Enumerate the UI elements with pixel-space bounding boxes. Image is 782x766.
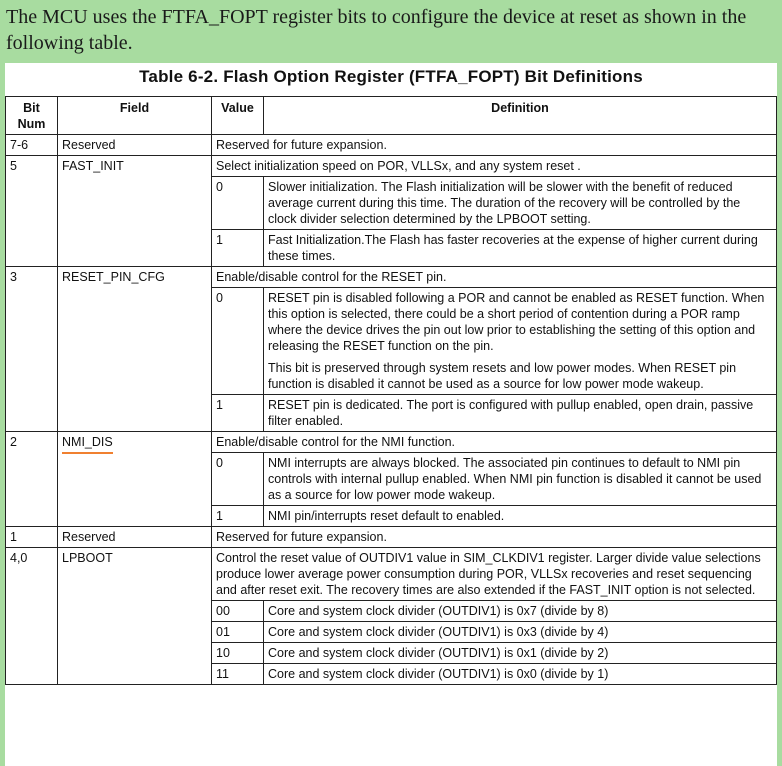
table-row xyxy=(6,135,777,156)
value-cell: 0 xyxy=(212,177,264,230)
value-cell: 0 xyxy=(212,288,264,395)
definition-cell: Core and system clock divider (OUTDIV1) is 0x7 (divide by 8) xyxy=(264,601,777,622)
table-row xyxy=(6,267,777,288)
value-cell: 0 xyxy=(212,453,264,506)
field-cell: RESET_PIN_CFG xyxy=(58,267,212,432)
field-cell: FAST_INIT xyxy=(58,156,212,267)
value-cell: 11 xyxy=(212,664,264,685)
value-cell: 01 xyxy=(212,622,264,643)
value-cell: 1 xyxy=(212,506,264,527)
nmi-dis-label: NMI_DIS xyxy=(62,434,113,454)
definition-cell: Enable/disable control for the RESET pin. xyxy=(212,267,777,288)
definition-cell: Control the reset value of OUTDIV1 value in SIM_CLKDIV1 register. Larger divide value selections produce lower average power consumption during POR, VLLSx recoveries and reset sequencing and after reset exit. The recovery times are also extended if the FAST_INIT option is not selected. xyxy=(212,548,777,601)
definition-cell: Select initialization speed on POR, VLLSx, and any system reset . xyxy=(212,156,777,177)
bit-cell: 5 xyxy=(6,156,58,267)
value-cell: 1 xyxy=(212,395,264,432)
definition-cell: NMI pin/interrupts reset default to enabled. xyxy=(264,506,777,527)
header-value: Value xyxy=(212,97,264,135)
definition-cell: Reserved for future expansion. xyxy=(212,135,777,156)
header-field: Field xyxy=(58,97,212,135)
field-cell xyxy=(58,432,212,527)
value-cell: 10 xyxy=(212,643,264,664)
bit-cell: 1 xyxy=(6,527,58,548)
table-row xyxy=(6,432,777,453)
bit-definitions-table xyxy=(5,96,777,685)
definition-cell: Core and system clock divider (OUTDIV1) is 0x1 (divide by 2) xyxy=(264,643,777,664)
definition-cell: RESET pin is dedicated. The port is configured with pullup enabled, open drain, passive filter enabled. xyxy=(264,395,777,432)
value-cell: 00 xyxy=(212,601,264,622)
table-row xyxy=(6,527,777,548)
bit-cell: 2 xyxy=(6,432,58,527)
bit-cell: 7-6 xyxy=(6,135,58,156)
definition-paragraph: RESET pin is disabled following a POR and cannot be enabled as RESET function. When this option is selected, there could be a short period of contention during a POR ramp where the device drives the pin out low prior to establishing the setting of this option and releasing the RESET function on the pin. xyxy=(268,291,765,353)
definition-cell: Fast Initialization.The Flash has faster recoveries at the expense of higher current during these times. xyxy=(264,230,777,267)
table-panel xyxy=(5,63,777,766)
definition-paragraph: This bit is preserved through system resets and low power modes. When RESET pin function is disabled it cannot be used as a source for low power mode wakeup. xyxy=(268,361,737,391)
bit-cell: 3 xyxy=(6,267,58,432)
header-row xyxy=(6,97,777,135)
field-cell: LPBOOT xyxy=(58,548,212,685)
definition-cell xyxy=(264,288,777,395)
header-definition: Definition xyxy=(264,97,777,135)
field-cell: Reserved xyxy=(58,527,212,548)
definition-cell: NMI interrupts are always blocked. The associated pin continues to default to NMI pin controls with internal pullup enabled. When NMI pin function is disabled it cannot be used as a source for low power mode wakeup. xyxy=(264,453,777,506)
table-row xyxy=(6,156,777,177)
definition-cell: Core and system clock divider (OUTDIV1) is 0x0 (divide by 1) xyxy=(264,664,777,685)
bit-cell: 4,0 xyxy=(6,548,58,685)
intro-paragraph: The MCU uses the FTFA_FOPT register bits to configure the device at reset as shown in the following table. xyxy=(6,6,747,54)
definition-cell: Reserved for future expansion. xyxy=(212,527,777,548)
value-cell: 1 xyxy=(212,230,264,267)
table-caption: Table 6-2. Flash Option Register (FTFA_FOPT) Bit Definitions xyxy=(139,67,643,86)
definition-cell: Slower initialization. The Flash initialization will be slower with the benefit of reduced average current during this time. The duration of the recovery will be controlled by the clock divider selection determined by the LPBOOT setting. xyxy=(264,177,777,230)
definition-cell: Enable/disable control for the NMI function. xyxy=(212,432,777,453)
field-cell: Reserved xyxy=(58,135,212,156)
definition-cell: Core and system clock divider (OUTDIV1) is 0x3 (divide by 4) xyxy=(264,622,777,643)
header-bitnum: Bit Num xyxy=(6,97,58,135)
table-row xyxy=(6,548,777,601)
